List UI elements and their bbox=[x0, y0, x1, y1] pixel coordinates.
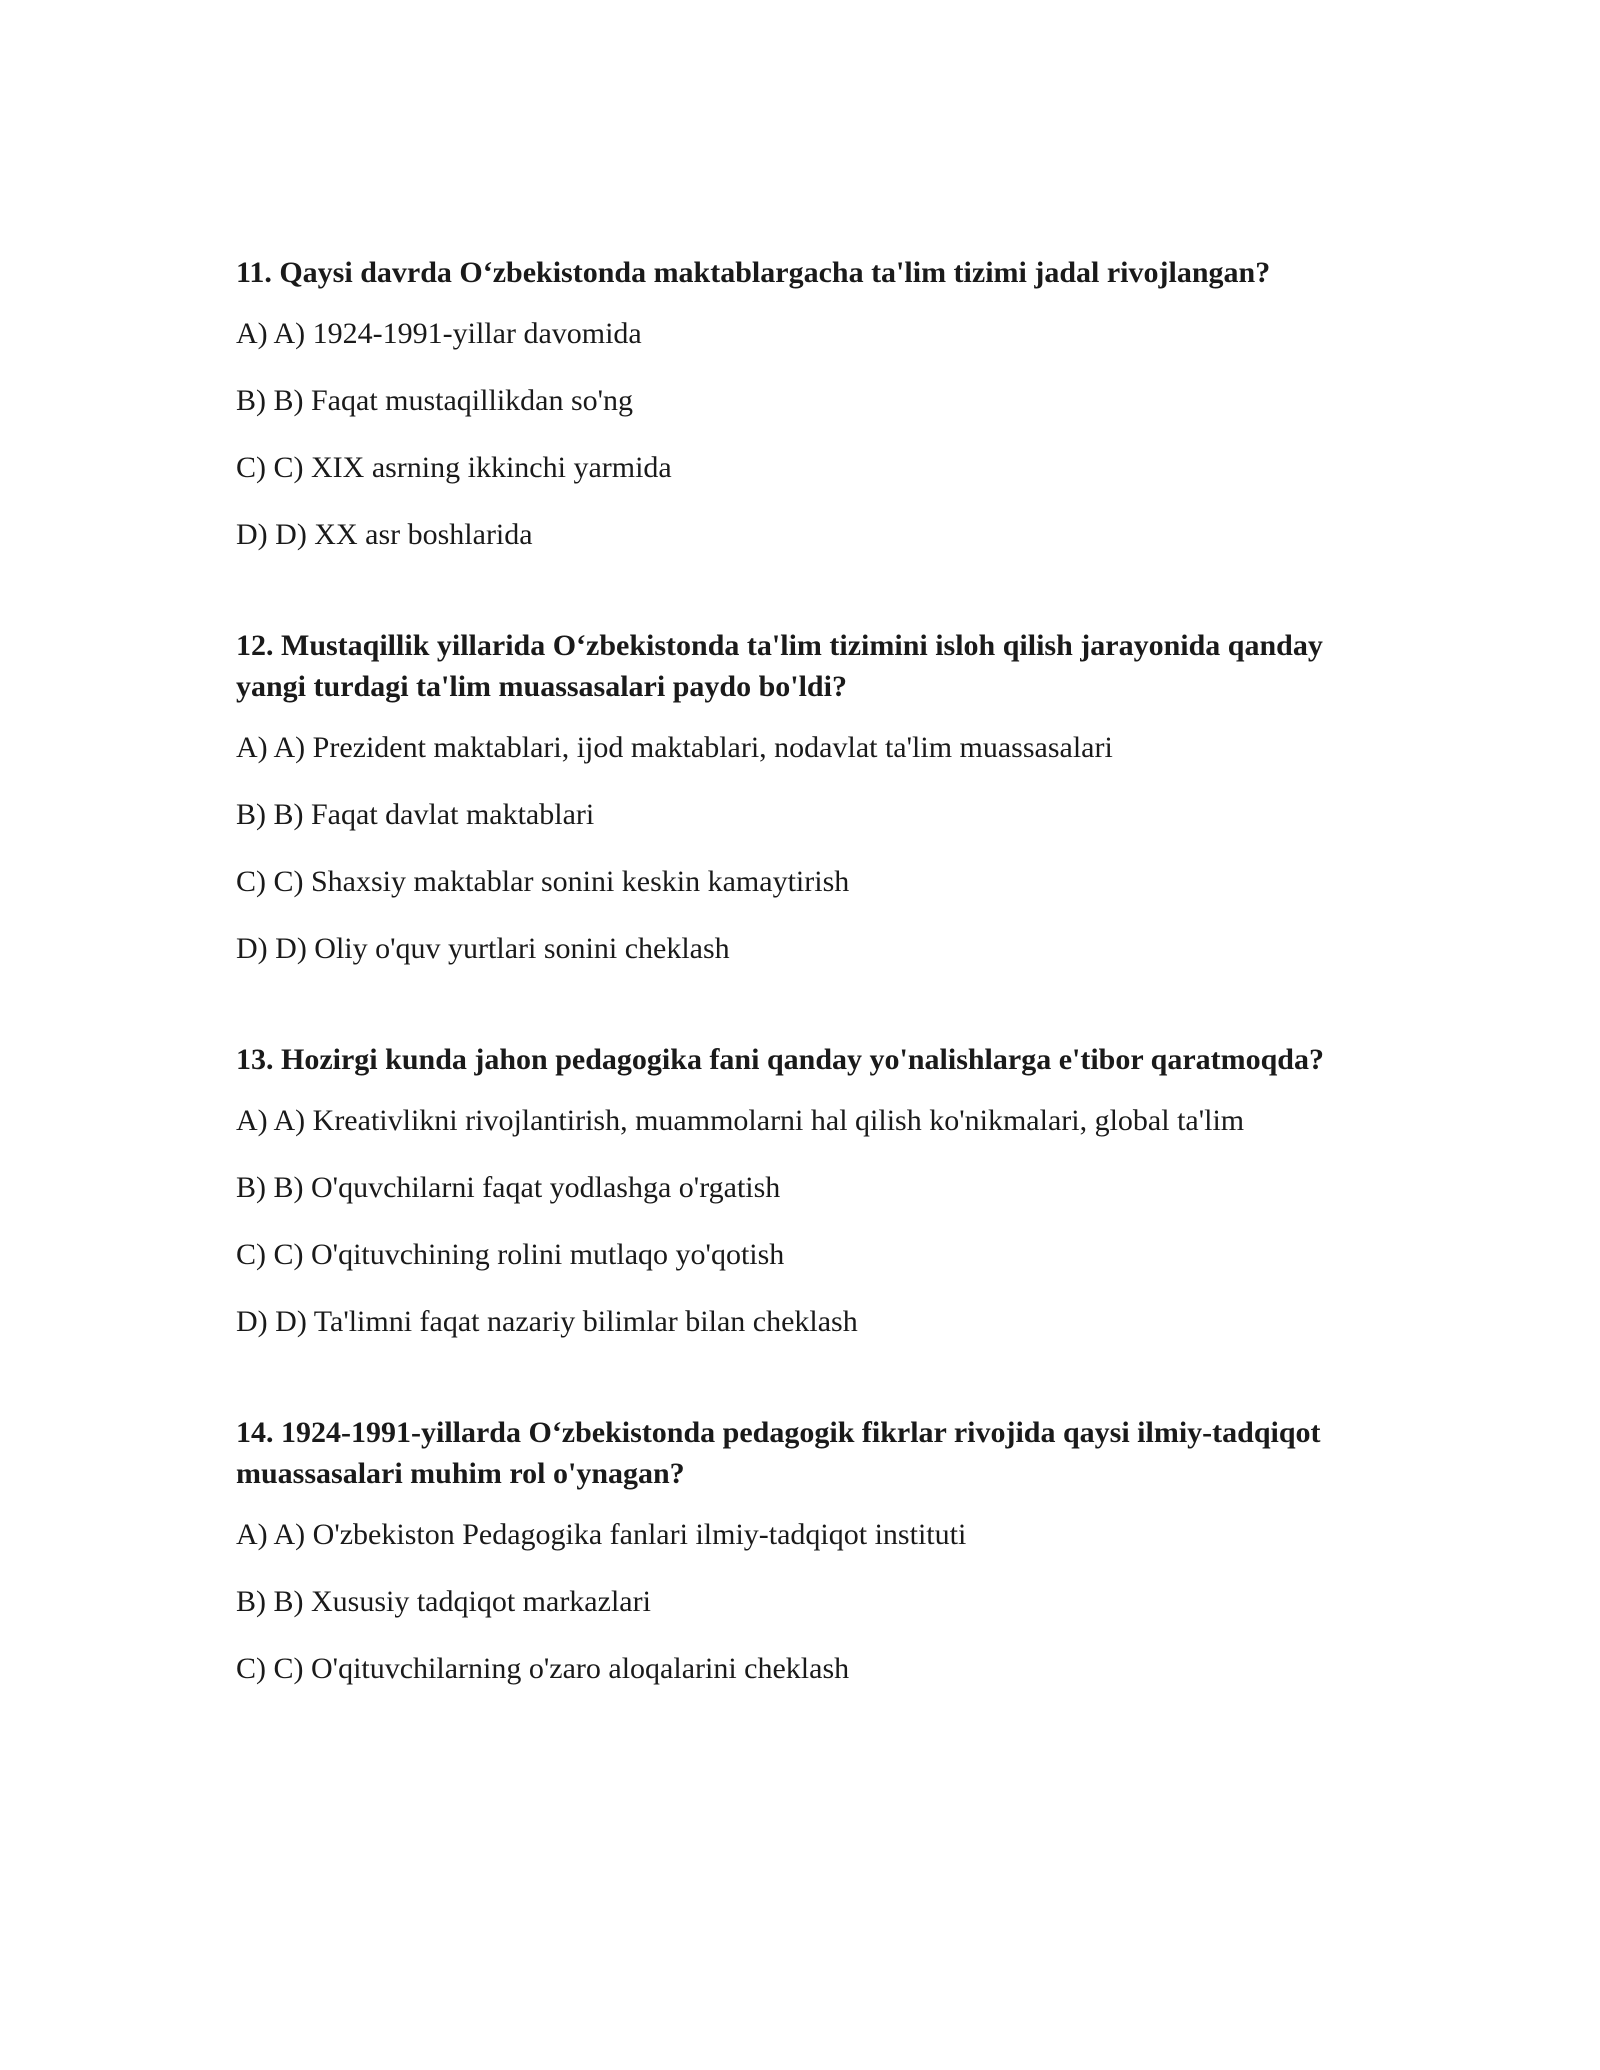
question-12 bbox=[236, 625, 1356, 969]
option-a: A) A) Prezident maktablari, ijod maktablari, nodavlat ta'lim muassasalari bbox=[236, 731, 1113, 764]
option-d: D) D) Ta'limni faqat nazariy bilimlar bilan cheklash bbox=[236, 1305, 858, 1338]
option-d: D) D) Oliy o'quv yurtlari sonini cheklash bbox=[236, 932, 730, 965]
option-a: A) A) Kreativlikni rivojlantirish, muammolarni hal qilish ko'nikmalari, global ta'lim bbox=[236, 1104, 1245, 1137]
question-title: 12. Mustaqillik yillarida O‘zbekistonda ta'lim tizimini isloh qilish jarayonida qanday yangi turdagi ta'lim muassasalari paydo bo'ldi? bbox=[236, 629, 1323, 703]
option-a: A) A) 1924-1991-yillar davomida bbox=[236, 317, 642, 350]
option-c: C) C) O'qituvchilarning o'zaro aloqalarini cheklash bbox=[236, 1652, 850, 1685]
option-a: A) A) O'zbekiston Pedagogika fanlari ilmiy-tadqiqot instituti bbox=[236, 1518, 967, 1551]
question-title: 11. Qaysi davrda O‘zbekistonda maktablargacha ta'lim tizimi jadal rivojlangan? bbox=[236, 256, 1271, 289]
option-b: B) B) Xususiy tadqiqot markazlari bbox=[236, 1585, 651, 1618]
question-14 bbox=[236, 1412, 1356, 1689]
question-title: 14. 1924-1991-yillarda O‘zbekistonda pedagogik fikrlar rivojida qaysi ilmiy-tadqiqot muassasalari muhim rol o'ynagan? bbox=[236, 1416, 1321, 1490]
option-b: B) B) Faqat mustaqillikdan so'ng bbox=[236, 384, 634, 417]
option-c: C) C) XIX asrning ikkinchi yarmida bbox=[236, 451, 672, 484]
option-b: B) B) O'quvchilarni faqat yodlashga o'rgatish bbox=[236, 1171, 781, 1204]
option-c: C) C) Shaxsiy maktablar sonini keskin kamaytirish bbox=[236, 865, 850, 898]
question-13 bbox=[236, 1039, 1356, 1342]
question-11 bbox=[236, 252, 1356, 555]
option-c: C) C) O'qituvchining rolini mutlaqo yo'qotish bbox=[236, 1238, 785, 1271]
question-list bbox=[236, 252, 1356, 1759]
question-title: 13. Hozirgi kunda jahon pedagogika fani qanday yo'nalishlarga e'tibor qaratmoqda? bbox=[236, 1043, 1324, 1076]
option-b: B) B) Faqat davlat maktablari bbox=[236, 798, 595, 831]
option-d: D) D) XX asr boshlarida bbox=[236, 518, 533, 551]
